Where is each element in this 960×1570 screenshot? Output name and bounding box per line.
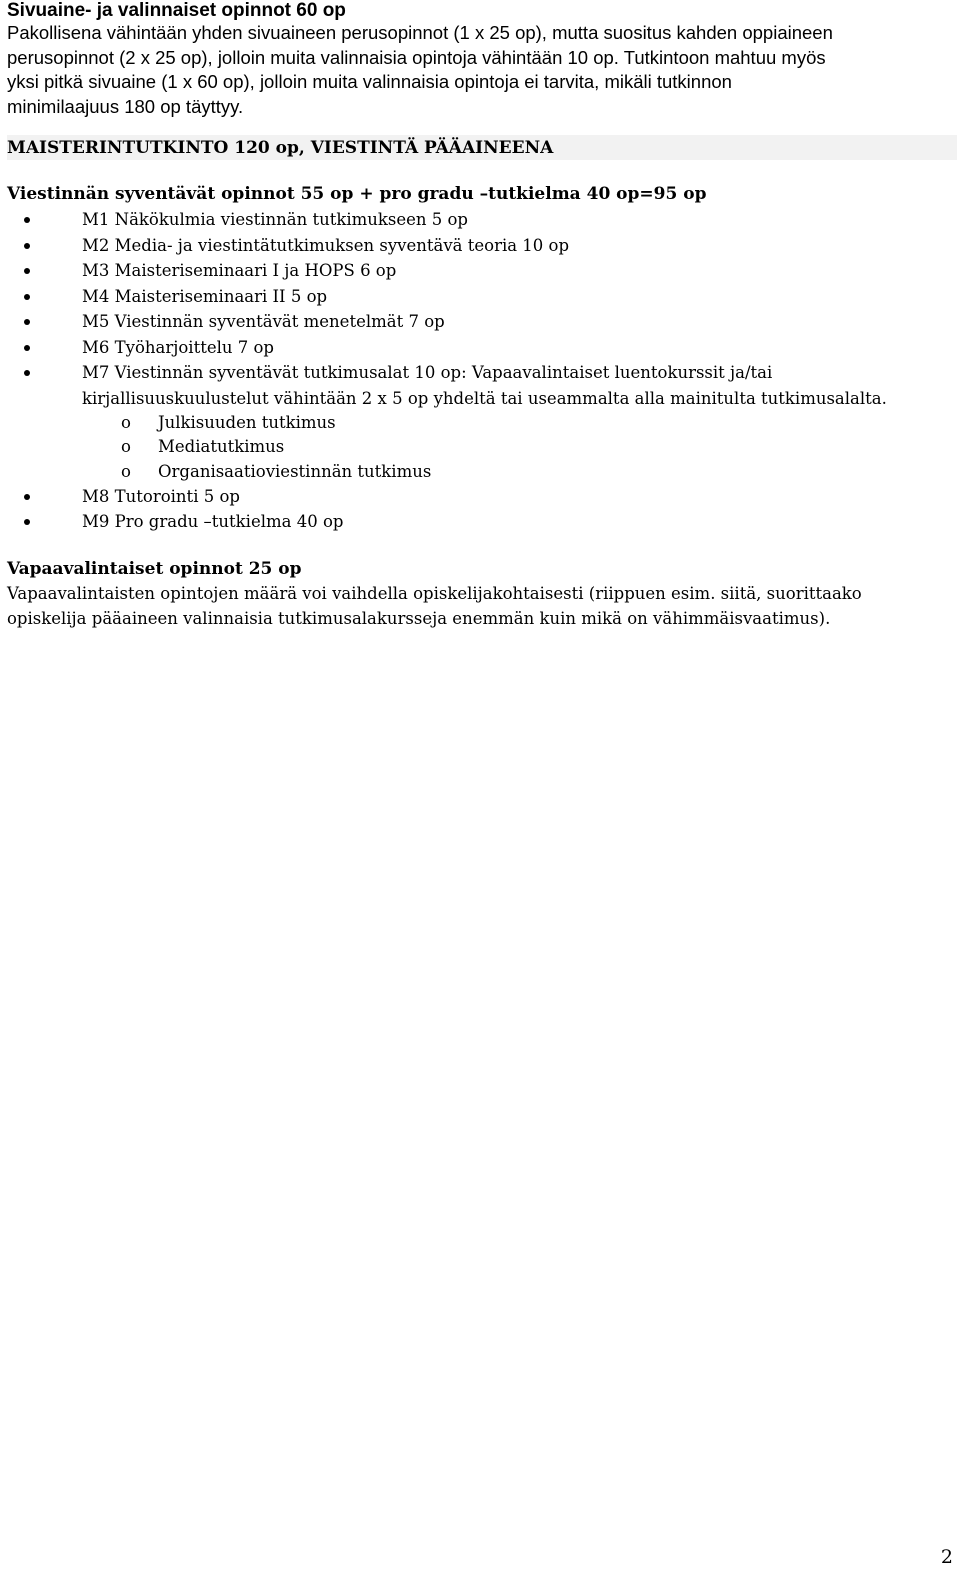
list-item [7,484,953,510]
list-item [7,335,953,361]
list-item [7,284,953,310]
course-label: M5 Viestinnän syventävät menetelmät 7 op [82,312,445,331]
sivuaine-line: minimilaajuus 180 op täyttyy. [7,95,244,117]
page-number: 2 [940,1546,953,1568]
course-label: M1 Näkökulmia viestinnän tutkimukseen 5 op [82,210,468,229]
tutkimusala-label: Mediatutkimus [158,437,285,457]
sublist-item [7,460,953,484]
course-label: M6 Työharjoittelu 7 op [82,337,274,357]
bullet-icon [24,319,30,325]
list-item [7,509,953,535]
course-label: M4 Maisteriseminaari II 5 op [82,286,328,306]
bullet-icon [24,268,30,274]
course-label: M3 Maisteriseminaari I ja HOPS 6 op [82,261,397,280]
bullet-icon [24,243,30,249]
course-label: M8 Tutorointi 5 op [82,486,240,506]
vapaavalintaiset-paragraph [7,581,953,631]
vapaavalintaiset-line: Vapaavalintaisten opintojen määrä voi vaihdella opiskelijakohtaisesti (riippuen esim. siitä, suorittaako [7,583,862,603]
course-label: M9 Pro gradu –tutkielma 40 op [82,512,344,532]
course-list [7,207,953,535]
sivuaine-heading: Sivuaine- ja valinnaiset opinnot 60 op [7,0,346,21]
tutkimusala-label: Julkisuuden tutkimus [158,413,336,432]
sublist-item [7,411,953,435]
vapaavalintaiset-line: opiskelija pääaineen valinnaisia tutkimusalakursseja enemmän kuin mikä on vähimmäisvaatimus). [7,608,831,628]
m7-line: M7 Viestinnän syventävät tutkimusalat 10 op: Vapaavalintaiset luentokurssit ja/tai [82,363,773,382]
bullet-icon [24,370,30,376]
maisteri-section-title: MAISTERINTUTKINTO 120 op, VIESTINTÄ PÄÄAINEENA [7,135,957,160]
circle-bullet-icon: o [121,437,131,457]
m7-line: kirjallisuuskuulustelut vähintään 2 x 5 op yhdeltä tai useammalta alla mainitulta tutkimusalalta. [82,388,887,408]
sublist-item [7,435,953,459]
list-item [7,207,953,233]
vapaavalintaiset-heading: Vapaavalintaiset opinnot 25 op [7,558,302,579]
tutkimusala-label: Organisaatioviestinnän tutkimus [158,461,432,481]
circle-bullet-icon: o [121,413,131,432]
page-content [7,0,953,631]
circle-bullet-icon: o [121,461,131,481]
bullet-icon [24,217,30,223]
bullet-icon [24,519,30,525]
sivuaine-line: Pakollisena vähintään yhden sivuaineen perusopinnot (1 x 25 op), mutta suositus kahden oppiaineen [7,22,833,43]
sivuaine-paragraph [7,21,953,119]
course-label: M2 Media- ja viestintätutkimuksen syventävä teoria 10 op [82,235,570,255]
list-item-m7 [7,360,953,484]
list-item [7,233,953,259]
bullet-icon [24,294,30,300]
sivuaine-line: perusopinnot (2 x 25 op), jolloin muita valinnaisia opintoja vähintään 10 op. Tutkintoon mahtuu myös [7,46,826,68]
tutkimusala-list [82,411,953,484]
list-item [7,258,953,284]
sivuaine-line: yksi pitkä sivuaine (1 x 60 op), jolloin muita valinnaisia opintoja ei tarvita, mikäli tutkinnon [7,71,732,92]
bullet-icon [24,345,30,351]
list-item [7,309,953,335]
syventavat-heading: Viestinnän syventävät opinnot 55 op + pro gradu –tutkielma 40 op=95 op [7,184,707,204]
bullet-icon [24,494,30,500]
